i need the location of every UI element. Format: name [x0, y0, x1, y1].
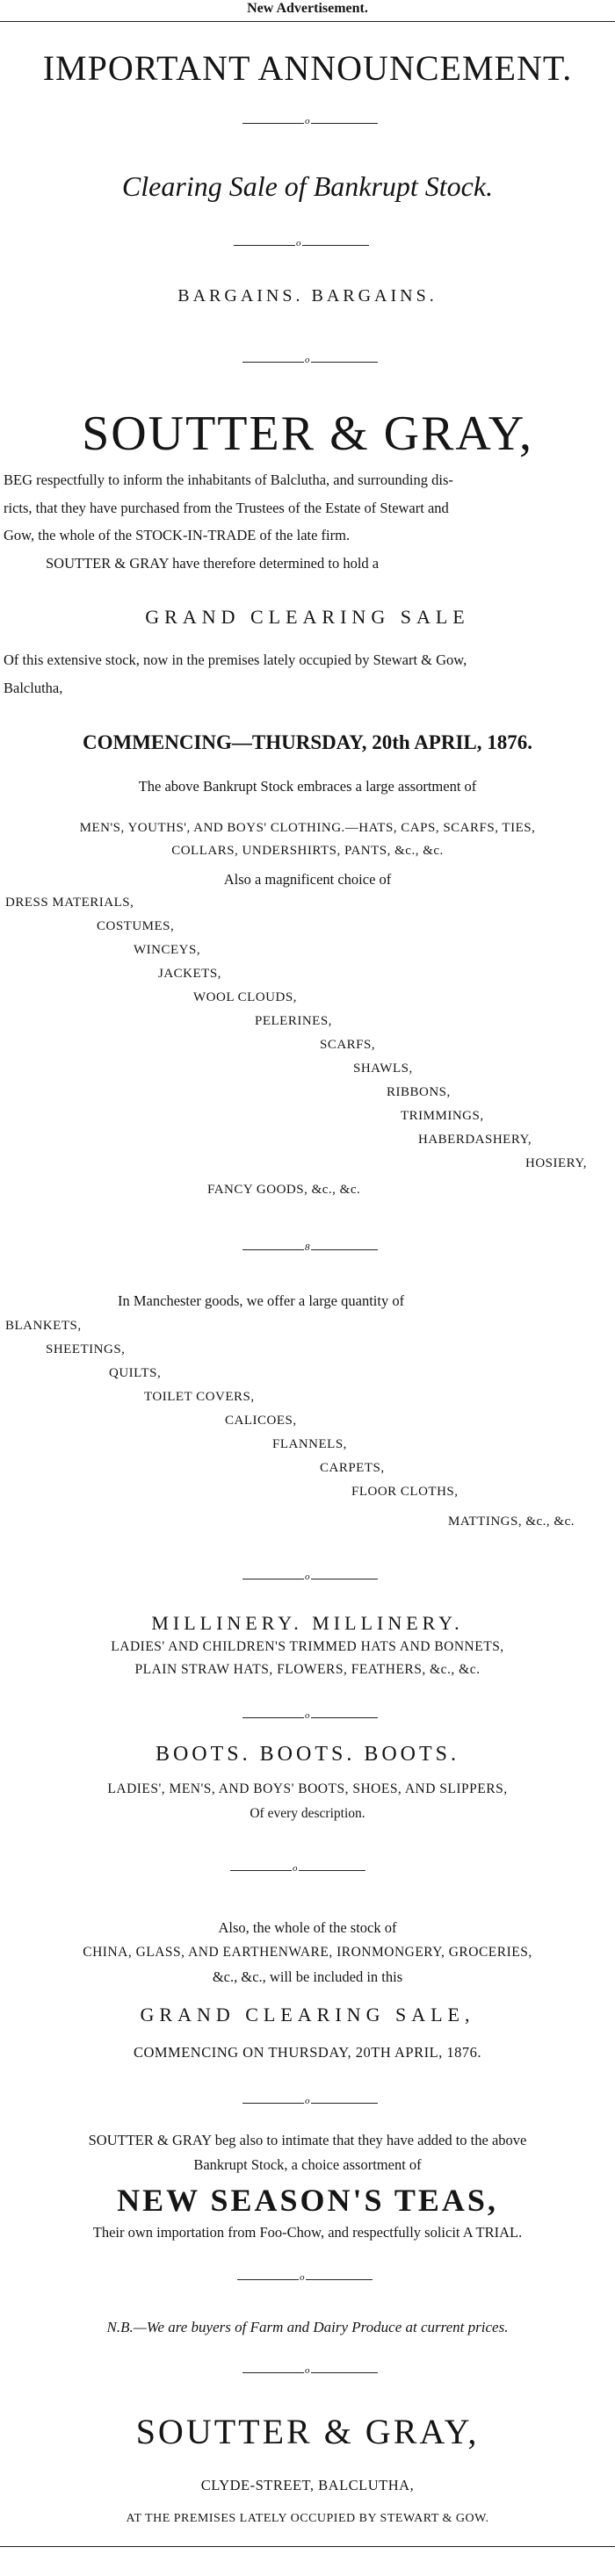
embraces-line: The above Bankrupt Stock embraces a large assortment of — [138, 778, 477, 795]
dress-item: SHAWLS, — [353, 1061, 413, 1076]
divider-ornament-4: 8 — [305, 1242, 310, 1253]
also-stock-line-1: Also, the whole of the stock of — [218, 1919, 397, 1936]
dress-item: TRIMMINGS, — [401, 1109, 484, 1123]
divider-ornament-10: o — [305, 2365, 310, 2376]
millinery-line-1: LADIES' AND CHILDREN'S TRIMMED HATS AND BONNETS, — [111, 1639, 504, 1654]
header-top-rule — [0, 21, 615, 22]
intro-line-3: Gow, the whole of the STOCK-IN-TRADE of the late firm. — [4, 527, 351, 543]
dress-item: HOSIERY, — [525, 1156, 587, 1170]
dress-item: COSTUMES, — [97, 919, 175, 933]
clothing-line-2: COLLARS, UNDERSHIRTS, PANTS, &c., &c. — [171, 844, 444, 858]
clothing-line-1: MEN'S, YOUTHS', AND BOYS' CLOTHING.—HATS, CAPS, SCARFS, TIES, — [79, 821, 536, 835]
teas-intro-line-1: SOUTTER & GRAY beg also to intimate that they have added to the above — [88, 2132, 527, 2148]
intro-line-4: SOUTTER & GRAY have therefore determined to hold a — [46, 555, 380, 572]
dress-item: JACKETS, — [158, 967, 221, 981]
manchester-item: CALICOES, — [225, 1414, 297, 1428]
nb-note: N.B.—We are buyers of Farm and Dairy Produce at current prices. — [106, 2319, 509, 2335]
dress-item: PELERINES, — [255, 1014, 332, 1028]
manchester-item: SHEETINGS, — [46, 1342, 126, 1356]
manchester-item: CARPETS, — [320, 1461, 385, 1475]
premises-line-2: Balclutha, — [4, 680, 63, 696]
boots-line-2: Of every description. — [250, 1806, 365, 1821]
premises-line-1: Of this extensive stock, now in the premises lately occupied by Stewart & Gow, — [4, 651, 467, 668]
also-stock-line-2: CHINA, GLASS, AND EARTHENWARE, IRONMONGERY, GROCERIES, — [83, 1945, 532, 1960]
footer-premises: AT THE PREMISES LATELY OCCUPIED BY STEWART & GOW. — [126, 2512, 489, 2525]
footer-bottom-rule — [0, 2546, 615, 2547]
manchester-item: BLANKETS, — [5, 1319, 82, 1333]
teas-importation-line: Their own importation from Foo-Chow, and respectfully solicit A TRIAL. — [92, 2224, 523, 2241]
divider-ornament-2: o — [296, 238, 301, 248]
headline: IMPORTANT ANNOUNCEMENT. — [42, 48, 573, 88]
divider-ornament-9: o — [300, 2272, 305, 2283]
new-seasons-teas-title: NEW SEASON'S TEAS, — [117, 2183, 498, 2218]
footer-street: CLYDE-STREET, BALCLUTHA, — [200, 2477, 415, 2493]
boots-line-1: LADIES', MEN'S, AND BOYS' BOOTS, SHOES, AND SLIPPERS, — [107, 1781, 508, 1796]
manchester-item: FLANNELS, — [272, 1437, 347, 1451]
manchester-item: TOILET COVERS, — [144, 1390, 255, 1404]
dress-item: SCARFS, — [320, 1038, 376, 1052]
teas-intro-line-2: Bankrupt Stock, a choice assortment of — [193, 2156, 422, 2173]
divider-ornament-8: o — [305, 2096, 310, 2106]
boots-title: BOOTS. BOOTS. BOOTS. — [155, 1743, 460, 1766]
commencing-date: COMMENCING—THURSDAY, 20th APRIL, 1876. — [82, 731, 533, 753]
divider-ornament-1: o — [305, 116, 310, 126]
millinery-line-2: PLAIN STRAW HATS, FLOWERS, FEATHERS, &c., &c. — [134, 1662, 481, 1677]
section-header-label: New Advertisement. — [247, 1, 368, 16]
divider-ornament-6: o — [305, 1710, 310, 1721]
intro-line-2: ricts, that they have purchased from the Trustees of the Estate of Stewart and — [4, 500, 449, 516]
magnificent-line: Also a magnificent choice of — [223, 871, 392, 888]
firm-name: SOUTTER & GRAY, — [82, 407, 533, 461]
dress-item: DRESS MATERIALS, — [5, 896, 134, 910]
manchester-item: QUILTS, — [109, 1366, 162, 1380]
manchester-intro: In Manchester goods, we offer a large quantity of — [118, 1292, 405, 1309]
intro-line-1: BEG respectfully to inform the inhabitants of Balclutha, and surrounding dis- — [4, 471, 453, 488]
millinery-title: MILLINERY. MILLINERY. — [151, 1612, 464, 1634]
footer-firm-name: SOUTTER & GRAY, — [135, 2412, 480, 2451]
commencing-date-2: COMMENCING ON THURSDAY, 20TH APRIL, 1876. — [133, 2044, 482, 2061]
mattings-line: MATTINGS, &c., &c. — [448, 1515, 575, 1529]
fancy-goods-line: FANCY GOODS, &c., &c. — [207, 1183, 361, 1197]
dress-item: WINCEYS, — [134, 943, 201, 957]
manchester-item: FLOOR CLOTHS, — [351, 1485, 459, 1499]
divider-ornament-7: o — [293, 1863, 298, 1874]
dress-item: HABERDASHERY, — [418, 1133, 532, 1147]
grand-clearing-sale-title-2: GRAND CLEARING SALE, — [140, 2004, 475, 2026]
grand-clearing-sale-title: GRAND CLEARING SALE — [145, 606, 470, 628]
divider-ornament-5: o — [305, 1572, 310, 1582]
also-stock-line-3: &c., &c., will be included in this — [212, 1968, 403, 1985]
bargains-line: BARGAINS. BARGAINS. — [177, 286, 438, 306]
subheadline: Clearing Sale of Bankrupt Stock. — [121, 170, 494, 202]
dress-item: RIBBONS, — [387, 1085, 451, 1099]
dress-item: WOOL CLOUDS, — [193, 990, 297, 1004]
divider-ornament-3: o — [305, 355, 310, 365]
